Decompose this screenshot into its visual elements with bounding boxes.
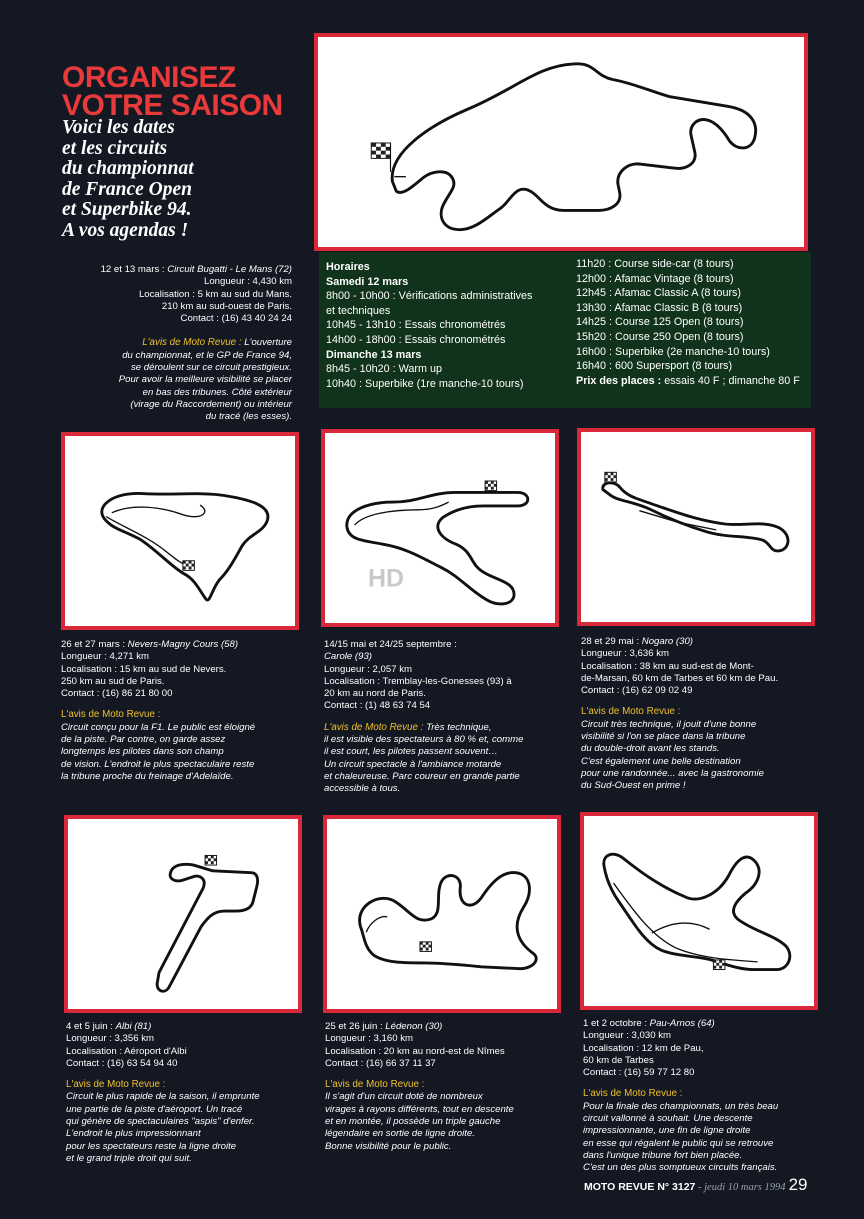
track-layout-magny-cours bbox=[65, 436, 295, 626]
avis-text: Un circuit spectacle à l'ambiance motarde bbox=[324, 758, 502, 770]
circuit-length: Longueur : 3,030 km bbox=[583, 1030, 672, 1042]
circuit-dates: 14/15 mai et 24/25 septembre : bbox=[324, 639, 457, 650]
avis-text: longtemps les pilotes dans son champ bbox=[61, 746, 224, 758]
circuit-map-carole bbox=[321, 429, 559, 627]
checkered-flag-icon bbox=[713, 960, 725, 970]
circuit-dates: 4 et 5 juin : bbox=[66, 1021, 116, 1032]
circuit-info-nogaro bbox=[581, 636, 821, 793]
schedule-item: 8h00 - 10h00 : Vérifications administratives bbox=[326, 290, 533, 303]
circuit-name: Circuit Bugatti - Le Mans (72) bbox=[167, 264, 292, 275]
avis-text: Circuit conçu pour la F1. Le public est éloigné bbox=[61, 721, 256, 733]
avis-text: impressionnante, une fin de ligne droite bbox=[583, 1125, 751, 1137]
schedule-item: 14h25 : Course 125 Open (8 tours) bbox=[576, 316, 744, 329]
circuit-location: Localisation : 15 km au sud de Nevers. bbox=[61, 663, 227, 675]
circuit-contact: Contact : (16) 62 09 02 49 bbox=[581, 685, 693, 697]
avis-text: il est visible des spectateurs à 80 % et, comme bbox=[324, 734, 524, 746]
circuit-info-carole bbox=[324, 639, 564, 796]
headline-line-2: VOTRE SAISON bbox=[62, 89, 283, 122]
circuit-dates: 25 et 26 juin : bbox=[325, 1021, 386, 1032]
circuit-length: Longueur : 3,160 km bbox=[325, 1033, 414, 1045]
schedule-title: Horaires bbox=[326, 261, 370, 273]
track-layout-le-mans bbox=[318, 37, 804, 247]
avis-title: L'avis de Moto Revue : bbox=[66, 1079, 166, 1091]
avis-title: L'avis de Moto Revue : bbox=[142, 337, 245, 349]
schedule-price-label: Prix des places : bbox=[576, 374, 665, 387]
subhead-line: Voici les dates bbox=[62, 117, 175, 138]
circuit-info-magny-cours bbox=[61, 639, 306, 783]
avis-text: C'est également une belle destination bbox=[581, 755, 741, 767]
avis-text: en esse qui régalent le public qui se retrouve bbox=[583, 1137, 774, 1149]
track-layout-carole bbox=[325, 433, 555, 623]
avis-text: Pour avoir la meilleure visibilité se placer bbox=[118, 374, 292, 386]
circuit-info-ledenon bbox=[325, 1021, 565, 1153]
avis-text: pour une randonnée... avec la gastronomie bbox=[581, 767, 764, 779]
checkered-flag-icon bbox=[371, 143, 390, 172]
circuit-length: Longueur : 2,057 km bbox=[324, 663, 413, 675]
circuit-location: Localisation : 38 km au sud-est de Mont- bbox=[581, 660, 754, 672]
schedule-item: 11h20 : Course side-car (8 tours) bbox=[576, 258, 734, 270]
magazine-issue: MOTO REVUE N° 3127 bbox=[584, 1181, 696, 1193]
page-headline bbox=[62, 61, 292, 122]
avis-title: L'avis de Moto Revue : bbox=[61, 709, 161, 721]
circuit-location: 250 km au sud de Paris. bbox=[61, 675, 165, 687]
circuit-contact: Contact : (1) 48 63 74 54 bbox=[324, 700, 431, 712]
avis-text: du tracé (les esses). bbox=[205, 411, 292, 423]
circuit-name: Albi (81) bbox=[115, 1021, 152, 1032]
schedule-box bbox=[319, 252, 811, 408]
avis-text: se déroulent sur ce circuit prestigieux. bbox=[130, 362, 292, 374]
schedule-item: 8h45 - 10h20 : Warm up bbox=[326, 363, 443, 376]
circuit-map-le-mans bbox=[314, 33, 808, 251]
schedule-item: 16h40 : 600 Supersport (8 tours) bbox=[576, 360, 733, 373]
circuit-dates: 1 et 2 octobre : bbox=[583, 1018, 650, 1029]
avis-title: L'avis de Moto Revue : bbox=[325, 1079, 425, 1091]
checkered-flag-icon bbox=[183, 561, 195, 571]
avis-text: Il s'agit d'un circuit doté de nombreux bbox=[325, 1091, 483, 1103]
circuit-location: Localisation : Tremblay-les-Gonesses (93) à bbox=[324, 675, 512, 687]
circuit-location: Localisation : 12 km de Pau, bbox=[583, 1042, 704, 1054]
circuit-location: 20 km au nord de Paris. bbox=[324, 688, 426, 700]
schedule-item: 10h45 - 13h10 : Essais chronométrés bbox=[326, 319, 506, 332]
circuit-name: Nogaro (30) bbox=[641, 636, 693, 647]
subhead-line: et les circuits bbox=[62, 137, 168, 159]
circuit-info-albi bbox=[66, 1021, 311, 1165]
issue-date: - jeudi 10 mars 1994 bbox=[695, 1182, 786, 1193]
avis-text: C'est un des plus somptueux circuits français. bbox=[583, 1162, 778, 1174]
circuit-name: Pau-Arnos (64) bbox=[649, 1018, 715, 1029]
avis-text: et chaleureuse. Parc coureur en grande partie bbox=[324, 770, 520, 782]
schedule-day-1: Samedi 12 mars bbox=[326, 275, 409, 288]
avis-text: Pour la finale des championnats, un très beau bbox=[583, 1100, 779, 1112]
avis-title: L'avis de Moto Revue : bbox=[583, 1088, 683, 1100]
schedule-item: 12h45 : Afamac Classic A (8 tours) bbox=[576, 287, 742, 300]
schedule-item: 15h20 : Course 250 Open (8 tours) bbox=[576, 330, 744, 343]
page-subhead bbox=[62, 118, 282, 241]
avis-text: légendaire en sortie de ligne droite. bbox=[325, 1128, 475, 1140]
circuit-contact: Contact : (16) 86 21 80 00 bbox=[61, 688, 173, 700]
avis-text: et le grand triple droit qui suit. bbox=[66, 1152, 192, 1164]
schedule-item: 12h00 : Afamac Vintage (8 tours) bbox=[576, 272, 734, 285]
circuit-contact: Contact : (16) 59 77 12 80 bbox=[583, 1067, 695, 1079]
avis-text: et en montée, il possède un triple gauche bbox=[325, 1116, 501, 1128]
page-footer bbox=[584, 1175, 807, 1195]
circuit-length: Longueur : 3,356 km bbox=[66, 1033, 155, 1045]
track-layout-nogaro bbox=[581, 432, 811, 622]
circuit-name: Lédenon (30) bbox=[385, 1021, 443, 1032]
avis-text: accessible à tous. bbox=[324, 783, 401, 795]
circuit-location: Localisation : 5 km au sud du Mans. bbox=[138, 288, 292, 300]
track-layout-albi bbox=[68, 819, 298, 1009]
avis-text: dans l'unique tribune fort bien placée. bbox=[583, 1149, 743, 1161]
circuit-dates: 28 et 29 mai : bbox=[581, 636, 642, 647]
avis-text: Bonne visibilité pour le public. bbox=[325, 1140, 452, 1152]
avis-text: pour les spectateurs reste la ligne droite bbox=[66, 1140, 237, 1152]
schedule-item: et techniques bbox=[326, 304, 391, 317]
circuit-contact: Contact : (16) 66 37 11 37 bbox=[325, 1057, 436, 1069]
circuit-map-nogaro bbox=[577, 428, 815, 626]
avis-text: Circuit très technique, il jouit d'une bonne bbox=[581, 718, 757, 730]
circuit-map-nevers-magny-cours bbox=[61, 432, 299, 630]
checkered-flag-icon bbox=[485, 481, 497, 491]
avis-text: de vision. L'endroit le plus spectaculaire reste bbox=[61, 758, 255, 770]
avis-text: Très technique, bbox=[426, 721, 492, 733]
avis-text: du double-droit avant les stands. bbox=[581, 743, 720, 755]
circuit-location: Localisation : Aéroport d'Albi bbox=[66, 1045, 187, 1057]
circuit-name: Carole (93) bbox=[324, 651, 372, 663]
circuit-dates: 12 et 13 mars : bbox=[100, 264, 168, 275]
avis-text: virages à rayons différents, tout en descente bbox=[325, 1103, 514, 1115]
avis-text: la tribune proche du freinage d'Adelaïde. bbox=[61, 770, 234, 782]
page-number: 29 bbox=[788, 1175, 808, 1194]
avis-text: visibilité si l'on se place dans la tribune bbox=[581, 731, 746, 743]
schedule-item: 16h00 : Superbike (2e manche-10 tours) bbox=[576, 345, 770, 358]
checkered-flag-icon bbox=[605, 472, 617, 482]
circuit-location: 60 km de Tarbes bbox=[583, 1054, 654, 1066]
circuit-contact: Contact : (16) 63 54 94 40 bbox=[66, 1057, 178, 1069]
checkered-flag-icon bbox=[420, 942, 432, 952]
watermark-text: HD bbox=[368, 564, 405, 593]
avis-text: (virage du Raccordement) ou intérieur bbox=[130, 398, 292, 410]
schedule-item: 14h00 - 18h00 : Essais chronométrés bbox=[326, 333, 506, 346]
subhead-line: du championnat bbox=[62, 158, 194, 179]
subhead-line: A vos agendas ! bbox=[62, 219, 189, 241]
circuit-info-pau-arnos bbox=[583, 1018, 823, 1175]
circuit-length: Longueur : 3,636 km bbox=[581, 648, 670, 660]
avis-text: L'ouverture bbox=[244, 337, 292, 349]
avis-text: L'endroit le plus impressionnant bbox=[66, 1128, 201, 1140]
schedule-price-value: essais 40 F ; dimanche 80 F bbox=[664, 374, 800, 387]
circuit-dates-line bbox=[60, 264, 292, 276]
avis-text: en bas des tribunes. Côté extérieur bbox=[142, 386, 292, 398]
circuit-map-ledenon bbox=[323, 815, 561, 1013]
circuit-location: Localisation : 20 km au nord-est de Nîmes bbox=[325, 1045, 505, 1057]
circuit-length: Longueur : 4,271 km bbox=[61, 651, 150, 663]
checkered-flag-icon bbox=[205, 855, 217, 865]
subhead-line: et Superbike 94. bbox=[62, 199, 192, 220]
track-layout-ledenon bbox=[327, 819, 557, 1009]
avis-title: L'avis de Moto Revue : bbox=[324, 721, 427, 733]
circuit-location: de-Marsan, 60 km de Tarbes et 60 km de Pau. bbox=[581, 672, 779, 684]
circuit-length: Longueur : 4,430 km bbox=[203, 276, 292, 288]
circuit-location: 210 km au sud-ouest de Paris. bbox=[161, 300, 292, 312]
avis-text: de la piste. Par contre, on garde assez bbox=[61, 734, 226, 746]
avis-text: du championnat, et le GP de France 94, bbox=[122, 349, 292, 361]
avis-text: il est court, les pilotes passent souvent… bbox=[324, 746, 498, 758]
avis-text: une partie de la piste d'aéroport. Un tracé bbox=[66, 1103, 243, 1115]
schedule-item: 13h30 : Afamac Classic B (8 tours) bbox=[576, 301, 743, 314]
circuit-dates: 26 et 27 mars : bbox=[61, 639, 128, 650]
circuit-name: Nevers-Magny Cours (58) bbox=[127, 639, 239, 650]
avis-text: du Sud-Ouest en prime ! bbox=[581, 780, 686, 792]
track-layout-pau-arnos bbox=[584, 816, 814, 1006]
schedule-left-column bbox=[326, 260, 532, 391]
circuit-info-le-mans bbox=[60, 264, 292, 424]
schedule-item: 10h40 : Superbike (1re manche-10 tours) bbox=[326, 377, 524, 390]
schedule-right-column bbox=[576, 257, 800, 388]
circuit-map-pau-arnos bbox=[580, 812, 818, 1010]
avis-text: qui génère de spectaculaires "aspis" d'enfer. bbox=[66, 1116, 255, 1128]
circuit-map-albi bbox=[64, 815, 302, 1013]
subhead-line: de France Open bbox=[62, 178, 192, 200]
headline-line-1: ORGANISEZ bbox=[62, 61, 236, 94]
circuit-contact: Contact : (16) 43 40 24 24 bbox=[180, 313, 292, 325]
schedule-day-2: Dimanche 13 mars bbox=[326, 348, 422, 361]
avis-title: L'avis de Moto Revue : bbox=[581, 706, 681, 718]
avis-text: Circuit le plus rapide de la saison, il emprunte bbox=[66, 1091, 260, 1103]
avis-text: circuit vallonné à souhait. Une descente bbox=[583, 1113, 753, 1125]
